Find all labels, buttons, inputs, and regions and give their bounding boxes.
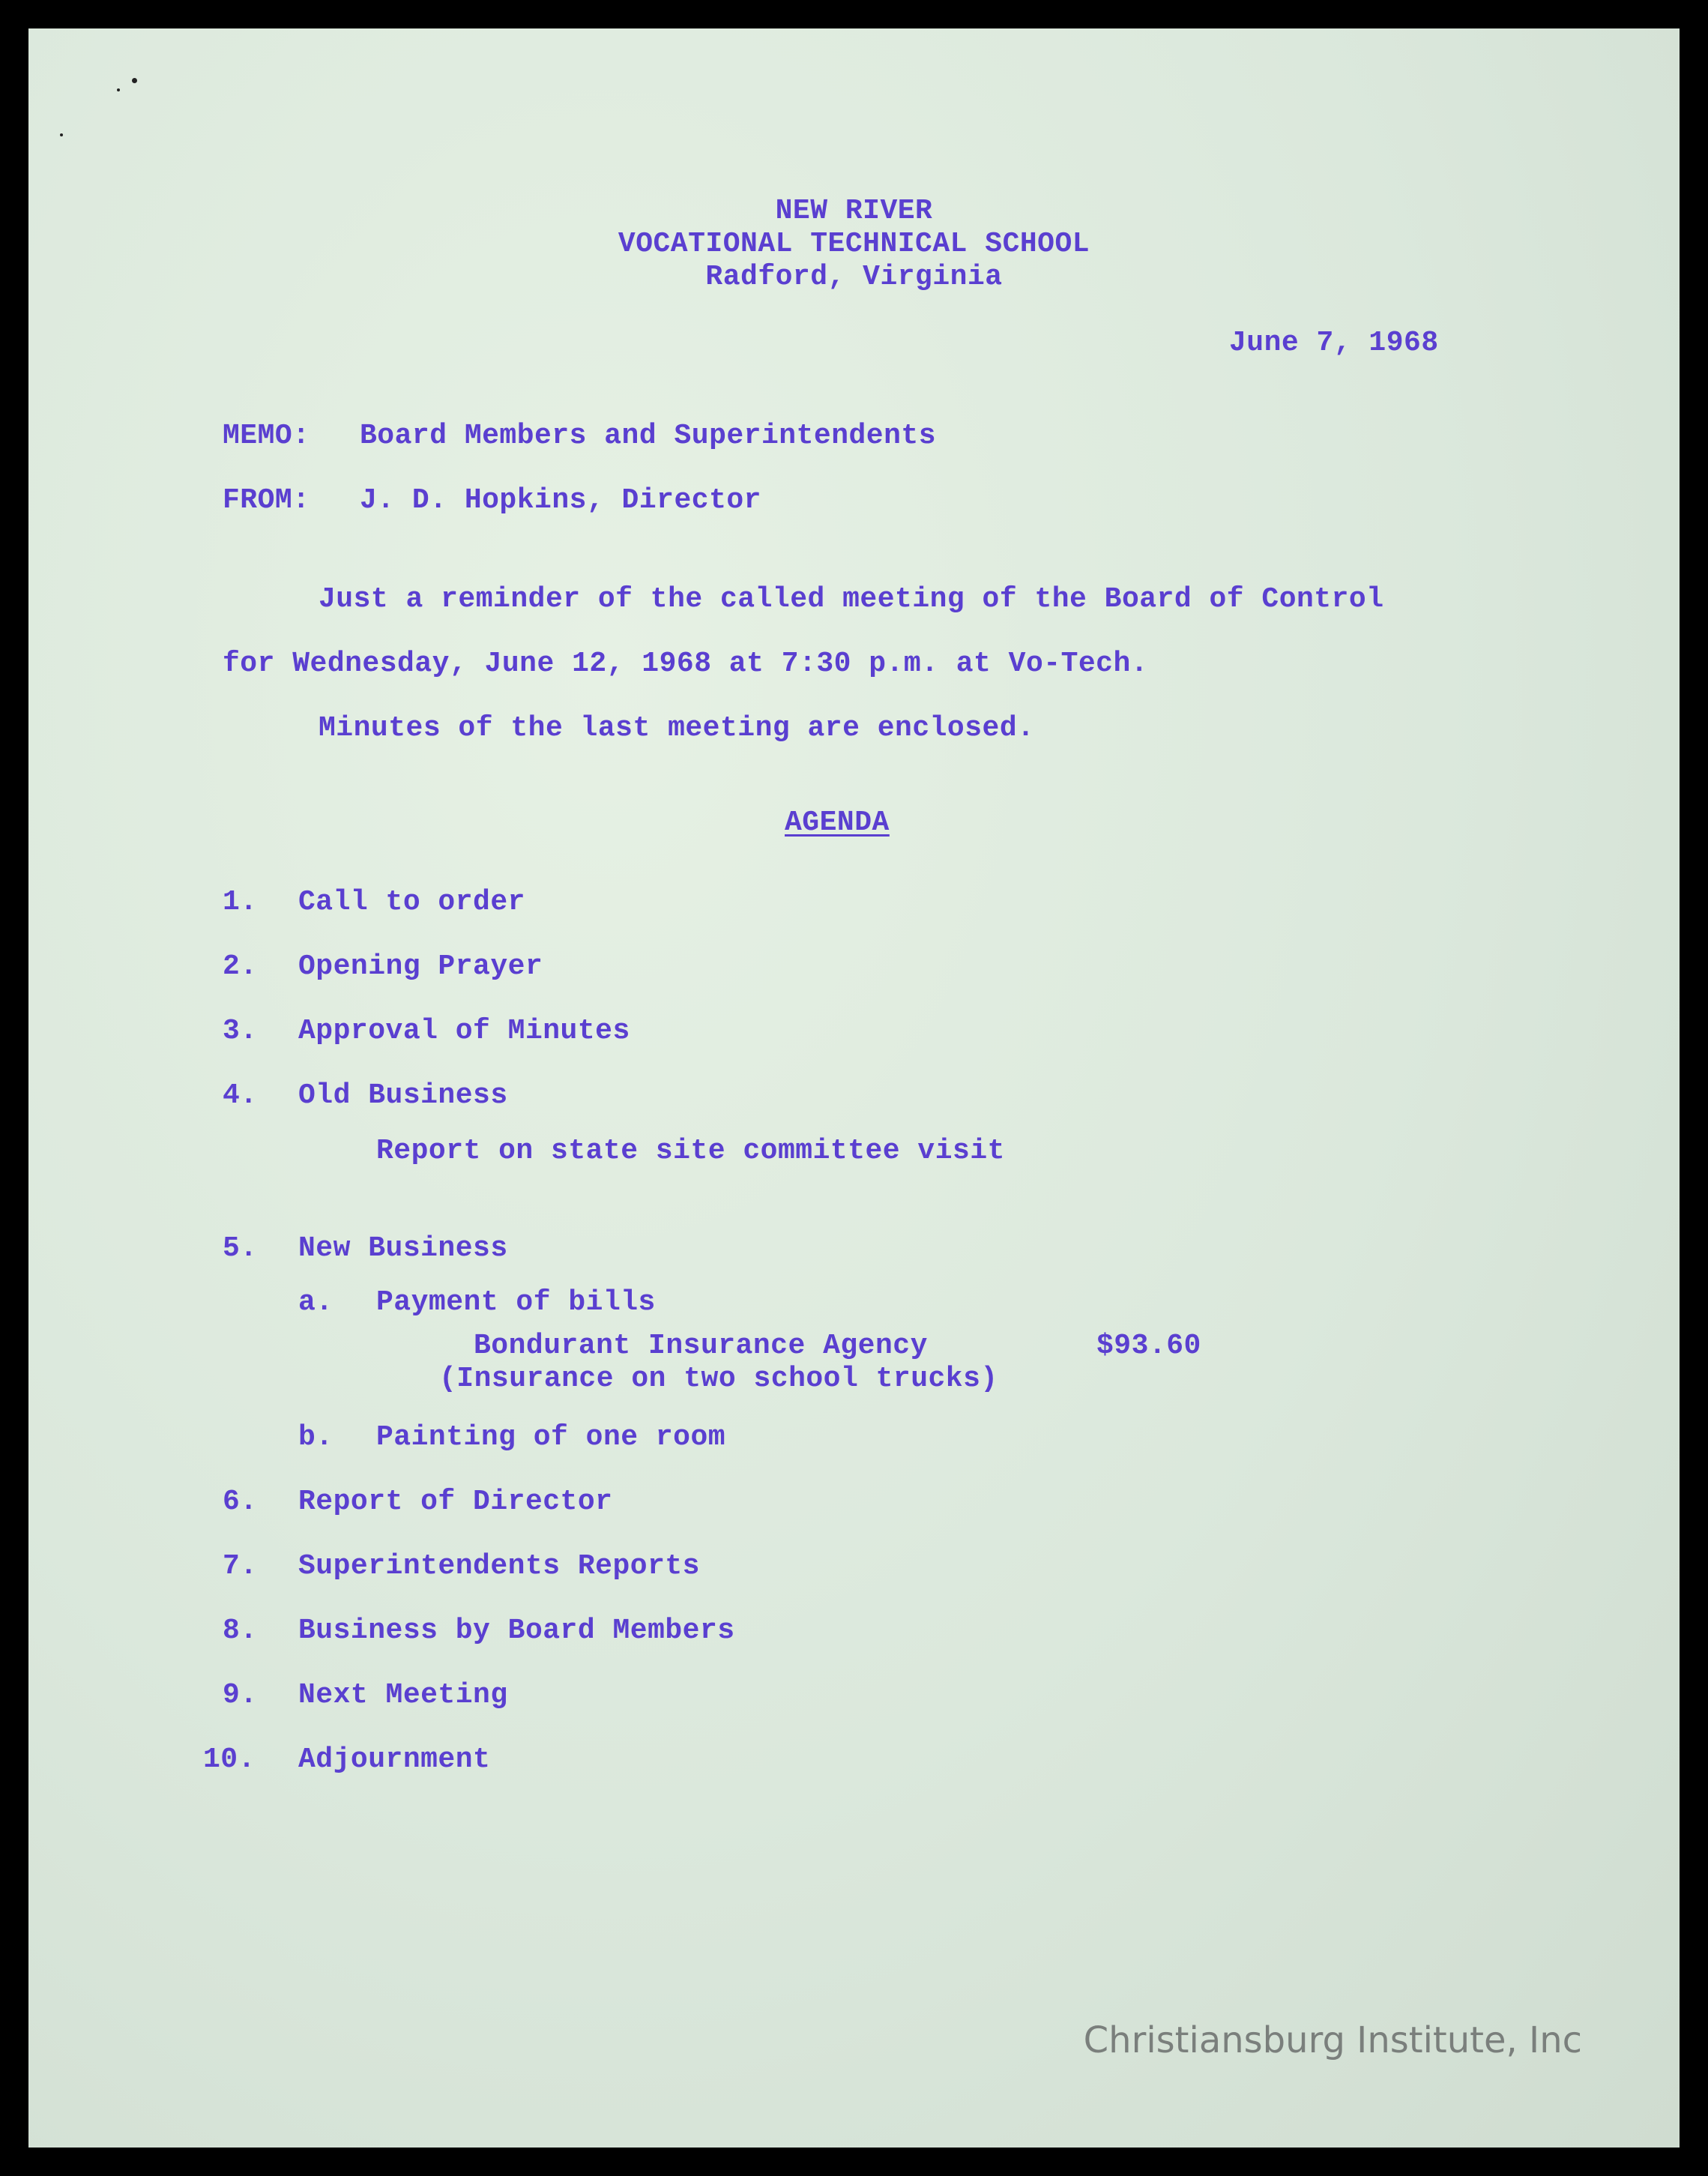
from-sender: J. D. Hopkins, Director — [360, 484, 761, 516]
agenda-item-number: 5. — [223, 1232, 258, 1265]
letterhead-line-1: NEW RIVER — [775, 195, 933, 227]
agenda-item-text: Old Business — [298, 1079, 508, 1112]
agenda-item-number: 3. — [223, 1015, 258, 1047]
memo-label: MEMO: — [223, 420, 310, 452]
agenda-item-number: 1. — [223, 886, 258, 918]
agenda-item-text: Next Meeting — [298, 1679, 508, 1711]
agenda-item-text: Call to order — [298, 886, 525, 918]
bill-amount: $93.60 — [1096, 1330, 1201, 1362]
agenda-item-text: New Business — [298, 1232, 508, 1265]
agenda-item-number: 8. — [223, 1615, 258, 1647]
body-paragraph-1-line-1: Just a reminder of the called meeting of the Board of Control — [319, 583, 1384, 615]
sub-item-letter: a. — [298, 1286, 334, 1318]
memo-recipients: Board Members and Superintendents — [360, 420, 937, 452]
agenda-item-text: Approval of Minutes — [298, 1015, 630, 1047]
agenda-item-number: 6. — [223, 1486, 258, 1518]
paper-speck — [60, 133, 63, 136]
from-label: FROM: — [223, 484, 310, 516]
agenda-item-number: 10. — [203, 1743, 256, 1776]
paper-speck — [117, 88, 120, 91]
agenda-item-number: 7. — [223, 1550, 258, 1582]
agenda-item-text: Business by Board Members — [298, 1615, 735, 1647]
agenda-item-number: 9. — [223, 1679, 258, 1711]
body-paragraph-1-line-2: for Wednesday, June 12, 1968 at 7:30 p.m. at Vo-Tech. — [223, 648, 1149, 680]
sub-item-text: Payment of bills — [376, 1286, 656, 1318]
bill-note: (Insurance on two school trucks) — [439, 1363, 998, 1395]
sub-item-letter: b. — [298, 1421, 334, 1453]
paper-speck — [132, 78, 137, 83]
agenda-item-text: Report of Director — [298, 1486, 613, 1518]
agenda-item-text: Adjournment — [298, 1743, 491, 1776]
document-page — [28, 28, 1680, 2148]
agenda-title: AGENDA — [785, 807, 890, 839]
agenda-item-number: 2. — [223, 950, 258, 983]
bill-payee: Bondurant Insurance Agency — [474, 1330, 928, 1362]
body-paragraph-2: Minutes of the last meeting are enclosed. — [319, 712, 1035, 744]
letterhead-line-2: VOCATIONAL TECHNICAL SCHOOL — [618, 228, 1090, 260]
archive-watermark: Christiansburg Institute, Inc — [1083, 2019, 1582, 2061]
agenda-item-text: Superintendents Reports — [298, 1550, 700, 1582]
letterhead-line-3: Radford, Virginia — [705, 261, 1003, 293]
sub-item-text: Painting of one room — [376, 1421, 726, 1453]
old-business-detail: Report on state site committee visit — [376, 1135, 1005, 1167]
memo-date: June 7, 1968 — [1229, 327, 1439, 359]
agenda-item-text: Opening Prayer — [298, 950, 543, 983]
agenda-item-number: 4. — [223, 1079, 258, 1112]
